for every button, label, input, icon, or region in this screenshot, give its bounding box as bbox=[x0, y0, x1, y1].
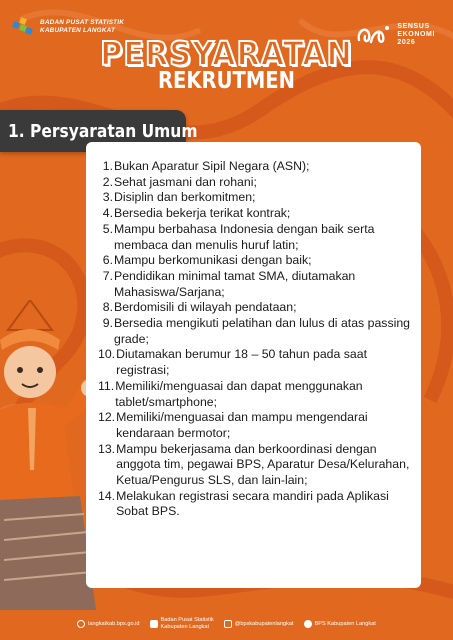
requirements-list bbox=[98, 159, 413, 520]
sensus-line3: 2026 bbox=[397, 39, 416, 46]
list-item: 11. Memiliki/menguasai dan dapat menggunakan tablet/smartphone; bbox=[98, 378, 363, 409]
globe-icon bbox=[77, 620, 85, 628]
list-item: 6. Mampu berkomunikasi dengan baik; bbox=[102, 253, 312, 268]
list-item: 7. Pendidikan minimal tamat SMA, diutamakan Mahasiswa/Sarjana; bbox=[102, 268, 356, 299]
youtube-line2: Kabupaten Langkat bbox=[160, 623, 210, 630]
instagram-handle[interactable]: @bpskabupatenlangkat bbox=[234, 620, 294, 627]
sensus-line2: EKONOMI bbox=[397, 31, 435, 38]
org-name-line2: KABUPATEN LANGKAT bbox=[40, 27, 116, 34]
list-item: 5. Mampu berbahasa Indonesia dengan baik serta membaca dan menulis huruf latin; bbox=[102, 221, 375, 252]
section-tab-label: 1. Persyaratan Umum bbox=[8, 120, 198, 142]
sensus-line1: SENSUS bbox=[397, 23, 430, 30]
facebook-page[interactable]: BPS Kabupaten Langkat bbox=[314, 620, 376, 627]
instagram-icon bbox=[224, 620, 232, 628]
list-item: 4. Bersedia bekerja terikat kontrak; bbox=[102, 206, 291, 221]
list-item: 8. Berdomisili di wilayah pendataan; bbox=[102, 300, 297, 315]
list-item: 13. Mampu bekerjasama dan berkoordinasi dengan anggota tim, pegawai BPS, Aparatur Desa/Kelurahan, Ketua/Pengurus SLS, dan lain-lain; bbox=[98, 441, 410, 488]
footer-website[interactable] bbox=[77, 620, 139, 628]
list-item: 1. Bukan Aparatur Sipil Negara (ASN); bbox=[102, 159, 310, 173]
list-item: 3. Disiplin dan berkomitmen; bbox=[102, 190, 256, 205]
facebook-icon bbox=[304, 620, 312, 628]
list-item: 12. Memiliki/menguasai dan mampu mengendarai kendaraan bermotor; bbox=[98, 410, 368, 440]
footer bbox=[0, 617, 453, 630]
org-name-line1: BADAN PUSAT STATISTIK bbox=[40, 19, 125, 26]
page-subtitle: REKRUTMEN bbox=[157, 68, 295, 94]
footer-facebook[interactable] bbox=[304, 620, 376, 628]
list-item: 9. Bersedia mengikuti pelatihan dan lulus di atas passing grade; bbox=[102, 316, 410, 346]
page-title: PERSYARATAN bbox=[100, 34, 353, 73]
requirements-card bbox=[86, 142, 421, 588]
list-item: 14. Melakukan registrasi secara mandiri pada Aplikasi Sobat BPS. bbox=[98, 488, 389, 519]
list-item: 2. Sehat jasmani dan rohani; bbox=[102, 174, 257, 189]
website-link[interactable]: langkatkab.bps.go.id bbox=[88, 620, 140, 627]
list-item: 10. Diutamakan berumur 18 – 50 tahun pada saat registrasi; bbox=[98, 347, 367, 378]
youtube-line1: Badan Pusat Statistik bbox=[160, 617, 214, 623]
footer-youtube[interactable] bbox=[150, 617, 214, 630]
footer-instagram[interactable] bbox=[224, 620, 294, 628]
youtube-icon bbox=[150, 620, 158, 628]
